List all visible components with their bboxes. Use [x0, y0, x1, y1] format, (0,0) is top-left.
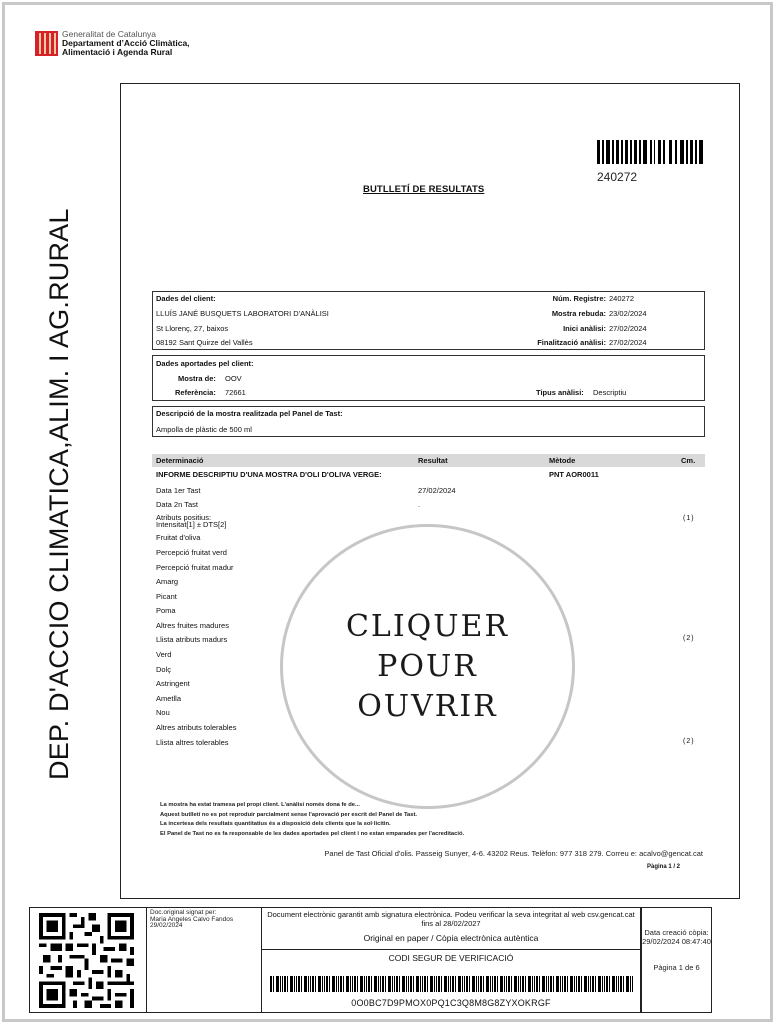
analysis-start-value: 27/02/2024	[609, 324, 647, 333]
table-row: Altres atributs tolerables	[156, 723, 237, 732]
table-row: Fruitat d'oliva	[156, 533, 201, 542]
note-item: La mostra ha estat tramesa pel propi client. L'anàlisi només dona fe de...	[160, 802, 360, 808]
verification-box	[261, 907, 641, 1013]
table-row: Llista atributs madurs	[156, 635, 228, 644]
table-row-result: .	[418, 500, 421, 509]
registry-number: 240272	[597, 170, 638, 184]
registry-value: 240272	[609, 294, 635, 303]
note-item: Aquest butlletí no es pot reproduir parcialment sense l'aprovació per escrit del Panel de Tast.	[160, 811, 418, 818]
report-method: PNT AOR0011	[549, 470, 599, 479]
col-cm: Cm.	[681, 456, 696, 465]
table-row-result: 27/02/2024	[418, 486, 456, 495]
signed-date: 29/02/2024	[150, 922, 183, 929]
sample-label: Mostra de:	[178, 374, 216, 383]
description-value: Ampolla de plàstic de 500 ml	[156, 425, 252, 434]
qr-code-box	[29, 907, 147, 1013]
analysis-type-value: Descriptiu	[593, 388, 627, 397]
note-item: La incertesa dels resultats quantitatius és a disposició dels clients que la sol·licitin.	[160, 821, 391, 828]
col-result: Resultat	[418, 456, 448, 465]
verify-text: Document electrònic garantit amb signatura electrònica. Podeu verificar la seva integritat al web csv.gencat.cat fins al 28/02/2027	[267, 910, 635, 928]
page-indicator: Pàgina 1 / 2	[647, 864, 681, 870]
signer-box	[146, 907, 262, 1013]
sample-received-label: Mostra rebuda:	[551, 309, 606, 318]
client-data-box	[152, 291, 705, 350]
analysis-start-label: Inici anàlisi:	[563, 324, 606, 333]
table-row: Dolç	[156, 665, 172, 674]
reference-value: 72661	[225, 388, 246, 397]
client-address-line2: 08192 Sant Quirze del Vallès	[156, 338, 253, 347]
csv-title: CODI SEGUR DE VERIFICACIÓ	[388, 953, 514, 963]
copy-date-value: 29/02/2024 08:47:40	[642, 937, 711, 946]
overlay-line1: CLIQUER	[345, 608, 510, 644]
col-method: Mètode	[549, 456, 576, 465]
signed-by-label: Doc.original signat per:	[150, 909, 217, 916]
table-row: Altres fruites madures	[156, 621, 229, 630]
table-row: Llista altres tolerables	[156, 738, 229, 747]
org-line1: Generalitat de Catalunya	[62, 29, 157, 39]
panel-address: Panel de Tast Oficial d'olis. Passeig Sunyer, 4-6. 43202 Reus. Telèfon: 977 318 279. Correu e: acalvo@gencat.cat	[324, 849, 703, 858]
document-title: BUTLLETÍ DE RESULTATS	[363, 184, 485, 195]
table-row-cm: (2)	[683, 635, 695, 642]
report-heading: INFORME DESCRIPTIU D'UNA MOSTRA D'OLI D'OLIVA VERGE:	[156, 470, 382, 479]
table-row: Data 2n Tast	[156, 500, 198, 509]
registry-barcode-icon	[597, 140, 705, 164]
org-line3: Alimentació i Agenda Rural	[62, 47, 173, 57]
table-row: Ametlla	[156, 694, 182, 703]
open-document-button[interactable]	[280, 524, 575, 809]
copy-info-box	[641, 907, 712, 1013]
analysis-type-label: Tipus anàlisi:	[536, 388, 584, 397]
client-name: LLUÍS JANÉ BUSQUETS LABORATORI D'ANÀLISI	[156, 309, 329, 318]
registry-label: Núm. Registre:	[552, 294, 606, 303]
analysis-end-label: Finalització anàlisi:	[537, 338, 606, 347]
page-of: Pàgina 1 de 6	[653, 963, 700, 972]
overlay-line2: POUR	[377, 648, 478, 684]
provided-section-title: Dades aportades pel client:	[156, 359, 254, 368]
csv-barcode-icon	[270, 976, 634, 992]
generalitat-logo	[35, 30, 190, 57]
reference-label: Referència:	[175, 388, 216, 397]
table-row: Percepció fruitat madur	[156, 563, 234, 572]
analysis-end-value: 27/02/2024	[609, 338, 647, 347]
note-item: El Panel de Tast no es fa responsable de les dades aportades pel client i no estan emparades per l'acreditació.	[160, 831, 465, 838]
overlay-line3: OUVRIR	[357, 688, 498, 724]
client-section-title: Dades del client:	[156, 294, 216, 303]
table-row: Poma	[156, 606, 176, 615]
signer-name: Maria Angeles Calvo Fandos	[150, 915, 234, 923]
table-row: Percepció fruitat verd	[156, 548, 227, 557]
results-table-header	[152, 454, 705, 467]
side-department-label: DEP. D'ACCIO CLIMATICA,ALIM. I AG.RURAL	[44, 208, 74, 780]
original-copy-text: Original en paper / Còpia electrònica autèntica	[363, 933, 539, 943]
copy-date-label: Data creació còpia:	[644, 928, 709, 937]
intensity-label: Intensitat[1] ± DTS[2]	[156, 520, 227, 529]
table-row	[156, 514, 226, 528]
qr-code-icon	[39, 913, 134, 1008]
csv-code[interactable]: 0O0BC7D9PMOX0PQ1C3Q8M8G8ZYXOKRGF	[351, 998, 551, 1008]
table-row: Amarg	[156, 577, 179, 586]
client-provided-box	[152, 355, 705, 401]
description-section-title: Descripció de la mostra realitzada pel Panel de Tast:	[156, 409, 343, 418]
positive-attributes-label: Atributs positius:	[156, 513, 212, 522]
sample-value: OOV	[225, 374, 242, 383]
col-determination: Determinació	[156, 456, 204, 465]
table-row: Data 1er Tast	[156, 486, 201, 495]
sample-received-value: 23/02/2024	[609, 309, 647, 318]
client-address-line1: St Llorenç, 27, baixos	[156, 324, 229, 333]
table-row-cm: (1)	[683, 515, 695, 522]
sample-description-box	[152, 406, 705, 437]
table-row-cm: (2)	[683, 738, 695, 745]
org-line2: Departament d’Acció Climàtica,	[62, 38, 190, 48]
senyera-icon	[35, 31, 58, 56]
table-row: Verd	[156, 650, 172, 659]
table-row: Astringent	[156, 679, 190, 688]
table-row: Picant	[156, 592, 177, 601]
table-row: Nou	[156, 708, 170, 717]
